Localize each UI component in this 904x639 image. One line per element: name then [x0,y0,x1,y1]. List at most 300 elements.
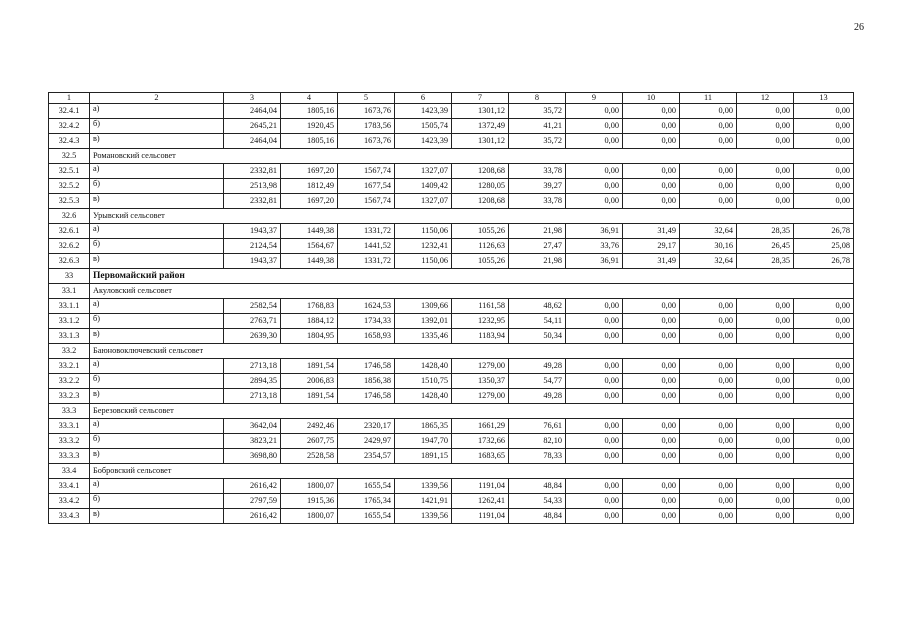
value-cell: 33,78 [509,164,566,179]
table-row [49,119,854,134]
value-cell: 0,00 [680,374,737,389]
value-cell: 36,91 [566,254,623,269]
value-cell: 0,00 [623,164,680,179]
value-cell: 0,00 [737,194,794,209]
value-cell: 3698,80 [224,449,281,464]
value-cell: 0,00 [623,434,680,449]
table-row [49,239,854,254]
value-cell: 1150,06 [395,224,452,239]
value-cell: 0,00 [737,104,794,119]
row-code: 33.3.3 [49,449,90,464]
value-cell: 0,00 [794,449,854,464]
row-variant: б) [90,494,224,509]
value-cell: 0,00 [623,119,680,134]
section-title: Акуловский сельсовет [90,284,854,299]
value-cell: 1947,70 [395,434,452,449]
value-cell: 1884,12 [281,314,338,329]
value-cell: 0,00 [680,164,737,179]
value-cell: 0,00 [737,179,794,194]
value-cell: 1055,26 [452,254,509,269]
value-cell: 1655,54 [338,479,395,494]
value-cell: 26,78 [794,254,854,269]
table-row [49,329,854,344]
value-cell: 2124,54 [224,239,281,254]
value-cell: 0,00 [737,299,794,314]
value-cell: 1732,66 [452,434,509,449]
value-cell: 0,00 [623,374,680,389]
row-variant: в) [90,389,224,404]
value-cell: 0,00 [737,419,794,434]
value-cell: 0,00 [623,329,680,344]
value-cell: 2616,42 [224,509,281,524]
value-cell: 35,72 [509,134,566,149]
value-cell: 0,00 [566,479,623,494]
value-cell: 2616,42 [224,479,281,494]
value-cell: 0,00 [737,434,794,449]
value-cell: 1865,35 [395,419,452,434]
table-body [49,93,854,524]
section-title: Романовский сельсовет [90,149,854,164]
value-cell: 1697,20 [281,194,338,209]
value-cell: 0,00 [737,314,794,329]
row-variant: а) [90,419,224,434]
value-cell: 0,00 [680,359,737,374]
value-cell: 2607,75 [281,434,338,449]
row-code: 33.1.3 [49,329,90,344]
value-cell: 76,61 [509,419,566,434]
column-header: 9 [566,93,623,104]
value-cell: 1624,53 [338,299,395,314]
value-cell: 54,77 [509,374,566,389]
value-cell: 1339,56 [395,509,452,524]
value-cell: 2354,57 [338,449,395,464]
value-cell: 54,11 [509,314,566,329]
value-cell: 1335,46 [395,329,452,344]
column-header: 4 [281,93,338,104]
column-header: 5 [338,93,395,104]
table-row [49,434,854,449]
row-code: 33.1.2 [49,314,90,329]
value-cell: 1301,12 [452,104,509,119]
value-cell: 1191,04 [452,509,509,524]
column-header: 11 [680,93,737,104]
value-cell: 0,00 [680,434,737,449]
row-variant: в) [90,509,224,524]
section-row [49,284,854,299]
value-cell: 0,00 [566,449,623,464]
value-cell: 1746,58 [338,359,395,374]
value-cell: 1372,49 [452,119,509,134]
value-cell: 0,00 [680,134,737,149]
value-cell: 1126,63 [452,239,509,254]
row-variant: б) [90,239,224,254]
value-cell: 0,00 [680,299,737,314]
value-cell: 0,00 [794,359,854,374]
value-cell: 1280,05 [452,179,509,194]
district-row [49,269,854,284]
page-number: 26 [854,22,864,33]
value-cell: 1673,76 [338,104,395,119]
value-cell: 49,28 [509,359,566,374]
value-cell: 1567,74 [338,194,395,209]
value-cell: 2332,81 [224,194,281,209]
value-cell: 1920,45 [281,119,338,134]
value-cell: 0,00 [794,434,854,449]
value-cell: 0,00 [623,314,680,329]
row-variant: а) [90,299,224,314]
value-cell: 0,00 [566,179,623,194]
table-row [49,449,854,464]
district-title: Первомайский район [90,269,854,284]
value-cell: 2006,83 [281,374,338,389]
value-cell: 0,00 [680,179,737,194]
row-code: 33.3.2 [49,434,90,449]
value-cell: 0,00 [680,314,737,329]
value-cell: 1805,16 [281,104,338,119]
section-row [49,404,854,419]
row-code: 32.5.1 [49,164,90,179]
value-cell: 1423,39 [395,104,452,119]
row-code: 32.4.2 [49,119,90,134]
value-cell: 0,00 [623,389,680,404]
value-cell: 1331,72 [338,254,395,269]
row-variant: в) [90,134,224,149]
value-cell: 1441,52 [338,239,395,254]
value-cell: 0,00 [680,329,737,344]
value-cell: 0,00 [623,299,680,314]
value-cell: 21,98 [509,254,566,269]
row-variant: б) [90,119,224,134]
value-cell: 1891,15 [395,449,452,464]
value-cell: 0,00 [680,479,737,494]
value-cell: 41,21 [509,119,566,134]
value-cell: 1183,94 [452,329,509,344]
row-variant: в) [90,194,224,209]
value-cell: 28,35 [737,254,794,269]
row-code: 32.5.3 [49,194,90,209]
value-cell: 25,08 [794,239,854,254]
row-code: 32.6.2 [49,239,90,254]
section-code: 33.3 [49,404,90,419]
row-code: 32.5.2 [49,179,90,194]
row-code: 33.4.1 [49,479,90,494]
value-cell: 2713,18 [224,359,281,374]
value-cell: 0,00 [623,509,680,524]
value-cell: 1449,38 [281,254,338,269]
row-variant: а) [90,479,224,494]
value-cell: 1232,41 [395,239,452,254]
section-row [49,149,854,164]
value-cell: 1683,65 [452,449,509,464]
row-code: 33.1.1 [49,299,90,314]
tariff-table [48,92,854,524]
value-cell: 0,00 [794,494,854,509]
row-code: 32.6.3 [49,254,90,269]
row-code: 32.6.1 [49,224,90,239]
value-cell: 1421,91 [395,494,452,509]
value-cell: 0,00 [794,329,854,344]
row-variant: б) [90,179,224,194]
value-cell: 1891,54 [281,359,338,374]
value-cell: 31,49 [623,224,680,239]
table-row [49,509,854,524]
value-cell: 36,91 [566,224,623,239]
value-cell: 1309,66 [395,299,452,314]
value-cell: 0,00 [623,479,680,494]
value-cell: 0,00 [680,389,737,404]
value-cell: 0,00 [566,419,623,434]
value-cell: 1428,40 [395,359,452,374]
row-code: 33.4.3 [49,509,90,524]
value-cell: 3642,04 [224,419,281,434]
value-cell: 0,00 [680,419,737,434]
value-cell: 2763,71 [224,314,281,329]
value-cell: 3823,21 [224,434,281,449]
value-cell: 32,64 [680,254,737,269]
value-cell: 50,34 [509,329,566,344]
value-cell: 0,00 [566,494,623,509]
row-variant: б) [90,374,224,389]
row-variant: в) [90,254,224,269]
value-cell: 0,00 [737,329,794,344]
section-row [49,344,854,359]
value-cell: 26,78 [794,224,854,239]
value-cell: 1943,37 [224,254,281,269]
column-header: 2 [90,93,224,104]
value-cell: 0,00 [794,374,854,389]
value-cell: 49,28 [509,389,566,404]
value-cell: 48,84 [509,479,566,494]
value-cell: 0,00 [680,449,737,464]
value-cell: 0,00 [623,449,680,464]
value-cell: 0,00 [566,164,623,179]
table-row [49,314,854,329]
value-cell: 32,64 [680,224,737,239]
value-cell: 2320,17 [338,419,395,434]
value-cell: 0,00 [623,104,680,119]
value-cell: 1943,37 [224,224,281,239]
section-title: Березовский сельсовет [90,404,854,419]
value-cell: 1812,49 [281,179,338,194]
value-cell: 1677,54 [338,179,395,194]
value-cell: 2513,98 [224,179,281,194]
value-cell: 1765,34 [338,494,395,509]
row-variant: а) [90,359,224,374]
value-cell: 0,00 [737,389,794,404]
value-cell: 0,00 [623,134,680,149]
value-cell: 0,00 [680,509,737,524]
column-header: 10 [623,93,680,104]
value-cell: 0,00 [566,299,623,314]
value-cell: 2639,30 [224,329,281,344]
value-cell: 1392,01 [395,314,452,329]
value-cell: 0,00 [623,194,680,209]
value-cell: 1734,33 [338,314,395,329]
value-cell: 0,00 [794,164,854,179]
value-cell: 30,16 [680,239,737,254]
value-cell: 1449,38 [281,224,338,239]
value-cell: 1567,74 [338,164,395,179]
value-cell: 1191,04 [452,479,509,494]
value-cell: 1208,68 [452,164,509,179]
value-cell: 0,00 [794,179,854,194]
value-cell: 0,00 [794,194,854,209]
row-variant: а) [90,224,224,239]
value-cell: 0,00 [566,374,623,389]
value-cell: 1856,38 [338,374,395,389]
value-cell: 0,00 [566,194,623,209]
value-cell: 1301,12 [452,134,509,149]
row-code: 32.4.3 [49,134,90,149]
value-cell: 2528,58 [281,449,338,464]
value-cell: 0,00 [680,119,737,134]
value-cell: 2332,81 [224,164,281,179]
value-cell: 54,33 [509,494,566,509]
section-code: 33 [49,269,90,284]
value-cell: 1055,26 [452,224,509,239]
value-cell: 0,00 [566,434,623,449]
row-code: 33.2.3 [49,389,90,404]
section-code: 33.1 [49,284,90,299]
value-cell: 1746,58 [338,389,395,404]
value-cell: 1327,07 [395,164,452,179]
value-cell: 1655,54 [338,509,395,524]
row-code: 32.4.1 [49,104,90,119]
table-row [49,419,854,434]
table-row [49,254,854,269]
value-cell: 33,78 [509,194,566,209]
table-row [49,224,854,239]
value-cell: 1768,83 [281,299,338,314]
value-cell: 0,00 [737,374,794,389]
value-cell: 1161,58 [452,299,509,314]
value-cell: 26,45 [737,239,794,254]
value-cell: 2894,35 [224,374,281,389]
value-cell: 2645,21 [224,119,281,134]
row-variant: в) [90,329,224,344]
value-cell: 1428,40 [395,389,452,404]
value-cell: 0,00 [623,179,680,194]
value-cell: 0,00 [794,104,854,119]
value-cell: 2713,18 [224,389,281,404]
value-cell: 1262,41 [452,494,509,509]
value-cell: 0,00 [794,479,854,494]
row-variant: а) [90,164,224,179]
value-cell: 29,17 [623,239,680,254]
column-header: 6 [395,93,452,104]
value-cell: 2797,59 [224,494,281,509]
value-cell: 0,00 [680,194,737,209]
row-variant: б) [90,434,224,449]
value-cell: 35,72 [509,104,566,119]
value-cell: 0,00 [737,134,794,149]
value-cell: 0,00 [737,449,794,464]
table-row [49,299,854,314]
table-row [49,374,854,389]
value-cell: 0,00 [566,104,623,119]
value-cell: 0,00 [566,359,623,374]
section-code: 32.6 [49,209,90,224]
value-cell: 1800,07 [281,479,338,494]
value-cell: 27,47 [509,239,566,254]
value-cell: 0,00 [623,419,680,434]
value-cell: 31,49 [623,254,680,269]
value-cell: 2492,46 [281,419,338,434]
value-cell: 0,00 [794,314,854,329]
column-header: 13 [794,93,854,104]
value-cell: 1891,54 [281,389,338,404]
column-header: 1 [49,93,90,104]
value-cell: 28,35 [737,224,794,239]
row-variant: б) [90,314,224,329]
section-code: 33.2 [49,344,90,359]
value-cell: 2429,97 [338,434,395,449]
table-row [49,134,854,149]
section-title: Баюновоключевский сельсовет [90,344,854,359]
table-row [49,194,854,209]
value-cell: 2582,54 [224,299,281,314]
value-cell: 0,00 [794,299,854,314]
value-cell: 1409,42 [395,179,452,194]
value-cell: 0,00 [566,119,623,134]
value-cell: 48,84 [509,509,566,524]
value-cell: 33,76 [566,239,623,254]
section-code: 32.5 [49,149,90,164]
value-cell: 1423,39 [395,134,452,149]
value-cell: 0,00 [737,359,794,374]
value-cell: 1658,93 [338,329,395,344]
value-cell: 2464,04 [224,104,281,119]
table-row [49,359,854,374]
value-cell: 0,00 [794,419,854,434]
value-cell: 1804,95 [281,329,338,344]
value-cell: 1279,00 [452,359,509,374]
value-cell: 0,00 [566,509,623,524]
column-header: 12 [737,93,794,104]
value-cell: 1327,07 [395,194,452,209]
value-cell: 78,33 [509,449,566,464]
value-cell: 0,00 [566,314,623,329]
value-cell: 0,00 [737,119,794,134]
value-cell: 1505,74 [395,119,452,134]
table-row [49,389,854,404]
value-cell: 0,00 [737,164,794,179]
value-cell: 1339,56 [395,479,452,494]
table-row [49,494,854,509]
row-code: 33.2.2 [49,374,90,389]
section-code: 33.4 [49,464,90,479]
value-cell: 48,62 [509,299,566,314]
value-cell: 0,00 [566,329,623,344]
row-variant: в) [90,449,224,464]
row-code: 33.4.2 [49,494,90,509]
section-row [49,209,854,224]
table-row [49,179,854,194]
value-cell: 0,00 [566,389,623,404]
value-cell: 1783,56 [338,119,395,134]
value-cell: 0,00 [737,509,794,524]
value-cell: 0,00 [794,389,854,404]
value-cell: 1232,95 [452,314,509,329]
value-cell: 1510,75 [395,374,452,389]
value-cell: 1279,00 [452,389,509,404]
value-cell: 1697,20 [281,164,338,179]
value-cell: 0,00 [794,119,854,134]
value-cell: 1331,72 [338,224,395,239]
value-cell: 21,98 [509,224,566,239]
section-row [49,464,854,479]
table-row [49,164,854,179]
